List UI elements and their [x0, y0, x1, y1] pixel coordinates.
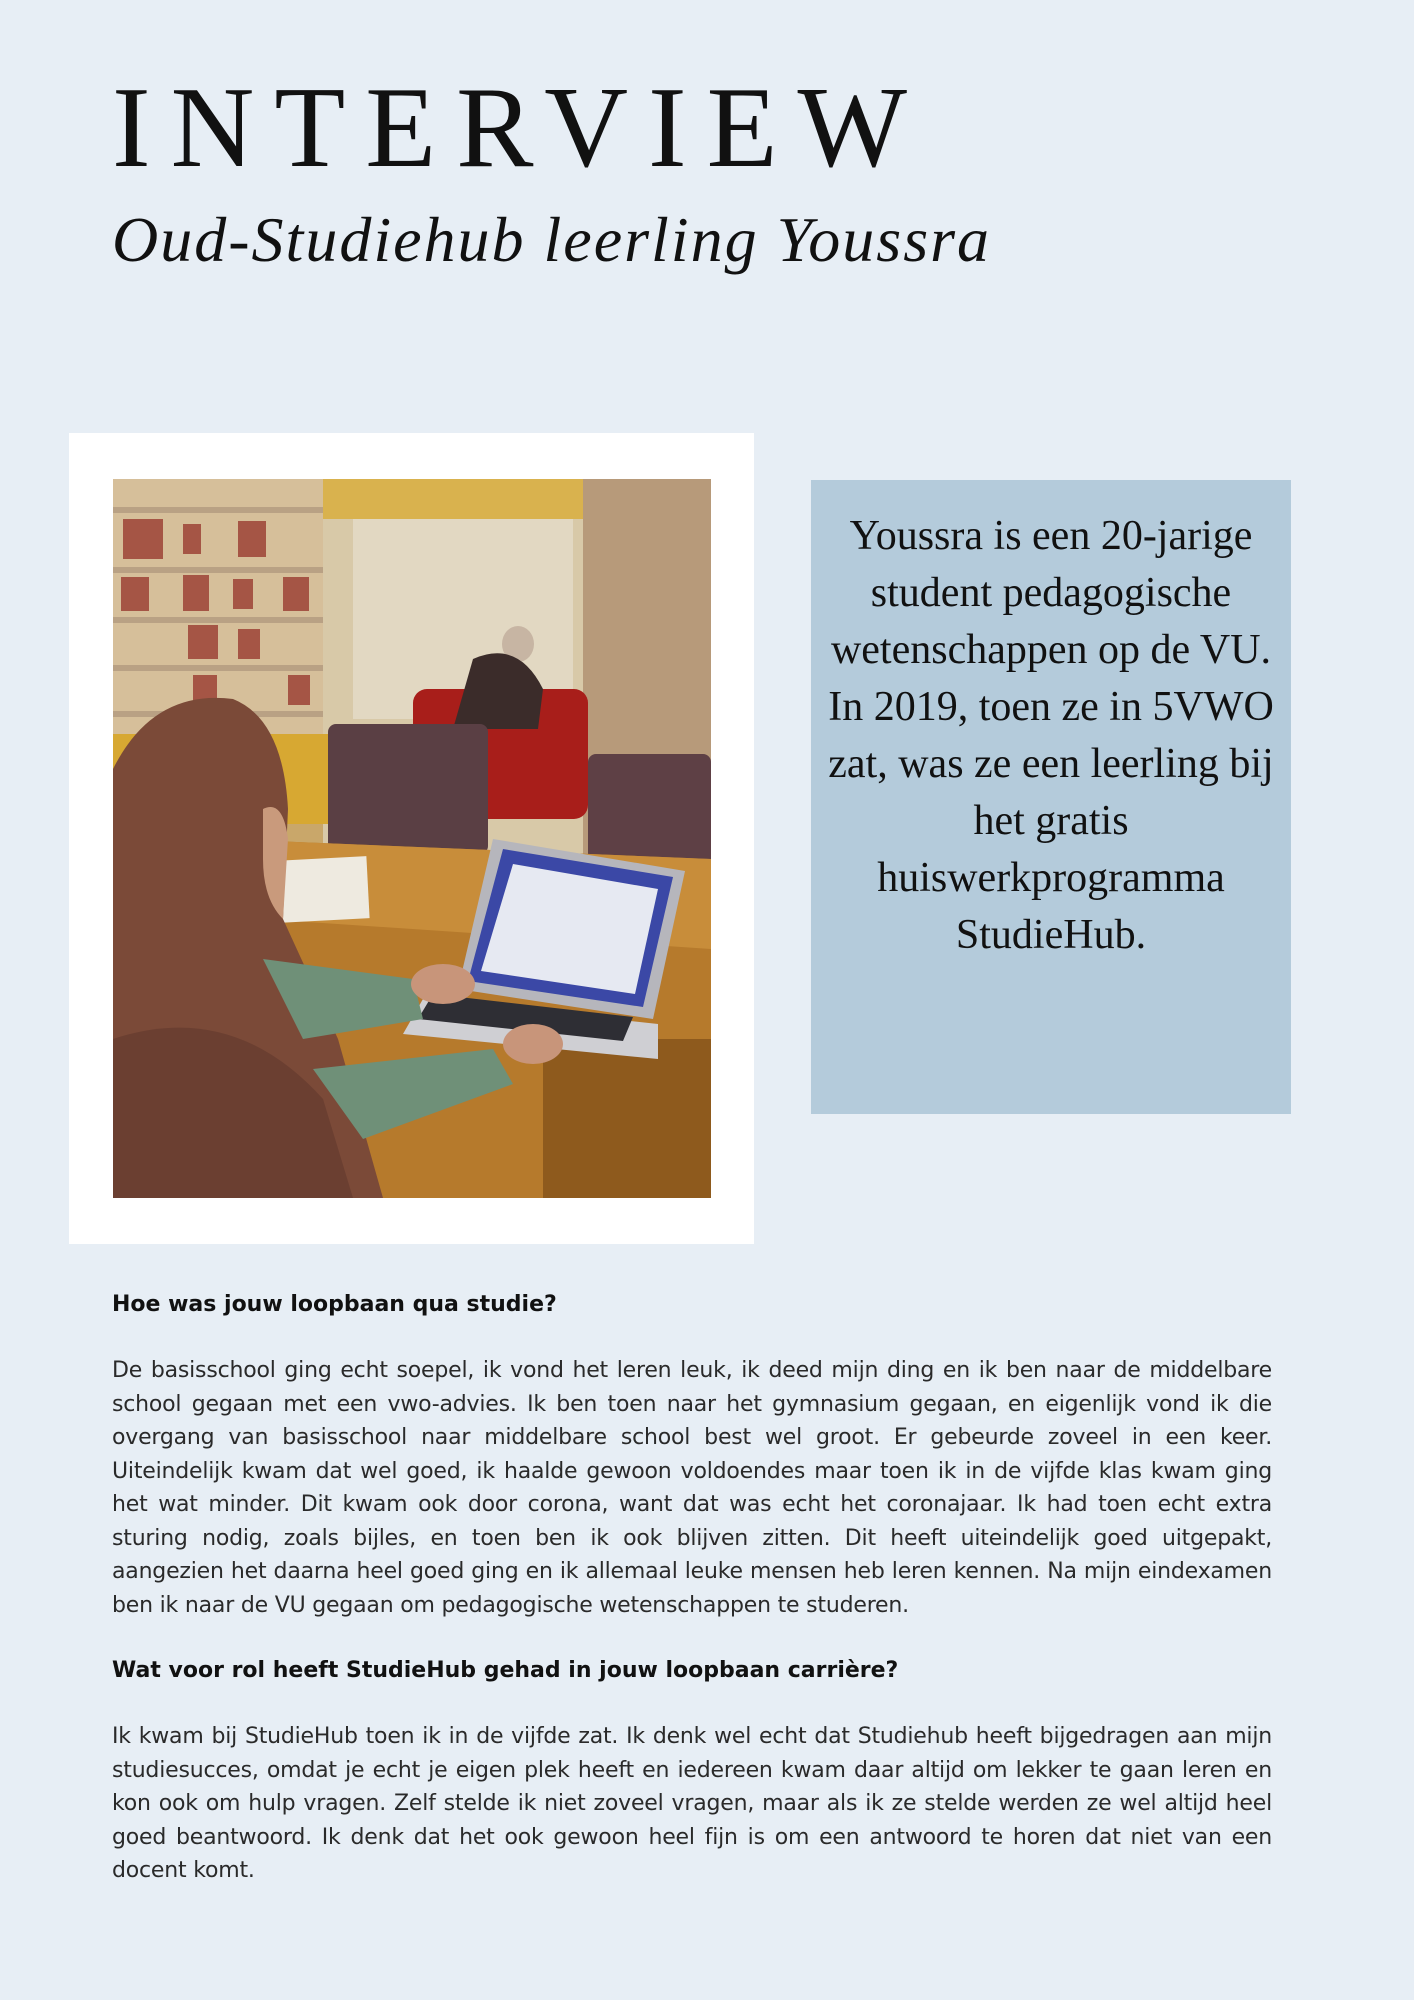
interview-article: [112, 1290, 1272, 1922]
student-photo: [113, 479, 711, 1198]
answer-1: De basisschool ging echt soepel, ik vond het leren leuk, ik deed mijn ding en ik ben naar de middelbare school gegaan met een vwo-advies. Ik ben toen naar het gymnasium gegaan, en eigenlijk vond ik die overgang van basisschool naar middelbare school best wel groot. Er gebeurde zoveel in een keer. Uiteindelijk kwam dat wel goed, ik haalde gewoon voldoendes maar toen ik in de vijfde klas kwam ging het wat minder. Dit kwam ook door corona, want dat was echt het coronajaar. Ik had toen echt extra sturing nodig, zoals bijles, en toen ben ik ook blijven zitten. Dit heeft uiteindelijk goed uitgepakt, aangezien het daarna heel goed ging en ik allemaal leuke mensen heb leren kennen. Na mijn eindexamen ben ik naar de VU gegaan om pedagogische wetenschappen te studeren.: [112, 1358, 1272, 1618]
question-2: Wat voor rol heeft StudieHub gehad in jouw loopbaan carrière?: [112, 1658, 899, 1683]
answer-2: Ik kwam bij StudieHub toen ik in de vijfde zat. Ik denk wel echt dat Studiehub heeft bijgedragen aan mijn studiesucces, omdat je echt je eigen plek heeft en iedereen kwam daar altijd om lekker te gaan leren en kon ook om hulp vragen. Zelf stelde ik niet zoveel vragen, maar als ik ze stelde werden ze wel altijd heel goed beantwoord. Ik denk dat het ook gewoon heel fijn is om een antwoord te horen dat niet van een docent komt.: [112, 1724, 1272, 1883]
photo-frame: [69, 433, 754, 1244]
page-title: INTERVIEW: [112, 64, 927, 192]
page-subtitle: Oud-Studiehub leerling Youssra: [112, 204, 991, 275]
intro-box: [811, 480, 1291, 1114]
intro-text: Youssra is een 20-jarige student pedagogische wetenschappen op de VU. In 2019, toen ze in 5VWO zat, was ze een leerling bij het gratis huiswerkprogramma StudieHub.: [828, 513, 1274, 958]
question-1: Hoe was jouw loopbaan qua studie?: [112, 1292, 557, 1317]
